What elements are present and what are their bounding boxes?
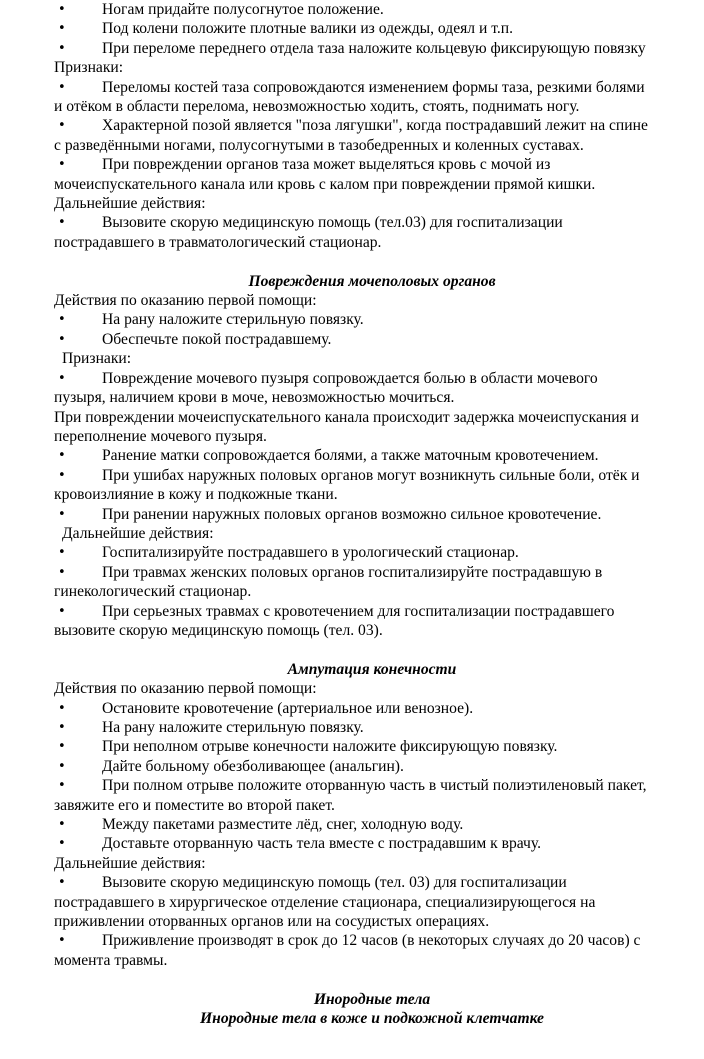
text-line: • При неполном отрыве конечности наложите фиксирующую повязку. — [54, 737, 690, 756]
text-line: • Ногам придайте полусогнутое положение. — [54, 0, 690, 19]
text-paragraph — [54, 854, 690, 873]
bullet-item — [54, 0, 690, 19]
bullet-item — [54, 602, 690, 641]
heading-text: Ампутация конечности — [287, 660, 457, 678]
text-paragraph — [54, 291, 690, 310]
text-line: гинекологический стационар. — [54, 583, 252, 601]
text-line: • Вызовите скорую медицинскую помощь (тел. 03) для госпитализации — [54, 873, 690, 892]
bullet-item — [54, 330, 690, 349]
bullet-item — [54, 446, 690, 465]
text-paragraph — [54, 408, 690, 447]
bullet-item — [54, 873, 690, 931]
bullet-item — [54, 505, 690, 524]
text-line: • Переломы костей таза сопровождаются изменением формы таза, резкими болями — [54, 78, 690, 97]
text-line: Признаки: — [62, 350, 132, 368]
section-heading — [54, 990, 690, 1009]
bullet-item — [54, 116, 690, 155]
text-line: Дальнейшие действия: — [54, 854, 206, 872]
text-line: пузыря, наличием крови в моче, невозможностью мочиться. — [54, 389, 455, 407]
text-line: • Остановите кровотечение (артериальное или венозное). — [54, 699, 690, 718]
text-line: • При повреждении органов таза может выделяться кровь с мочой из — [54, 155, 690, 174]
text-line: • Повреждение мочевого пузыря сопровождается болью в области мочевого — [54, 369, 690, 388]
paragraph-gap — [54, 970, 690, 989]
text-paragraph — [54, 58, 690, 77]
text-line: кровоизлияние в кожу и подкожные ткани. — [54, 486, 338, 504]
text-line: • На рану наложите стерильную повязку. — [54, 310, 690, 329]
indented-label — [54, 524, 690, 543]
text-line: с разведёнными ногами, полусогнутыми в тазобедренных и коленных суставах. — [54, 136, 584, 154]
text-line: завяжите его и поместите во второй пакет. — [54, 796, 335, 814]
paragraph-gap — [54, 640, 690, 659]
bullet-item — [54, 155, 690, 194]
text-line: Действия по оказанию первой помощи: — [54, 292, 317, 310]
bullet-item — [54, 213, 690, 252]
heading-text: Повреждения мочеполовых органов — [248, 272, 496, 290]
text-line: и отёком в области перелома, невозможностью ходить, стоять, поднимать ногу. — [54, 98, 580, 116]
bullet-item — [54, 543, 690, 562]
text-line: приживлении оторванных органов или на сосудистых операциях. — [54, 913, 490, 931]
section-heading — [54, 660, 690, 679]
text-line: Признаки: — [54, 59, 124, 77]
text-paragraph — [54, 679, 690, 698]
bullet-item — [54, 834, 690, 853]
text-paragraph — [54, 194, 690, 213]
text-line: • При полном отрыве положите оторванную часть в чистый полиэтиленовый пакет, — [54, 776, 690, 795]
text-line: • При переломе переднего отдела таза наложите кольцевую фиксирующую повязку — [54, 39, 690, 58]
text-line: При повреждении мочеиспускательного канала происходит задержка мочеиспускания и — [54, 408, 639, 426]
text-line: • При травмах женских половых органов госпитализируйте пострадавшую в — [54, 563, 690, 582]
text-line: • При серьезных травмах с кровотечением для госпитализации пострадавшего — [54, 602, 690, 621]
bullet-item — [54, 737, 690, 756]
text-line: • Доставьте оторванную часть тела вместе с пострадавшим к врачу. — [54, 834, 690, 853]
bullet-item — [54, 931, 690, 970]
text-line: переполнение мочевого пузыря. — [54, 427, 267, 445]
paragraph-gap — [54, 252, 690, 271]
bullet-item — [54, 39, 690, 58]
bullet-item — [54, 310, 690, 329]
bullet-item — [54, 757, 690, 776]
text-line: момента травмы. — [54, 951, 168, 969]
text-line: • На рану наложите стерильную повязку. — [54, 718, 690, 737]
text-line: пострадавшего в травматологический стационар. — [54, 233, 382, 251]
text-line: мочеиспускательного канала или кровь с калом при повреждении прямой кишки. — [54, 175, 596, 193]
text-line: • Вызовите скорую медицинскую помощь (тел.03) для госпитализации — [54, 213, 690, 232]
indented-label — [54, 349, 690, 368]
bullet-item — [54, 776, 690, 815]
text-line: • Обеспечьте покой пострадавшему. — [54, 330, 690, 349]
bullet-item — [54, 563, 690, 602]
text-line: Дальнейшие действия: — [62, 524, 214, 542]
text-line: • Между пакетами разместите лёд, снег, холодную воду. — [54, 815, 690, 834]
heading-text: Инородные тела в коже и подкожной клетчатке — [200, 1010, 544, 1028]
text-line: • Дайте больному обезболивающее (анальгин). — [54, 757, 690, 776]
bullet-item — [54, 466, 690, 505]
text-line: вызовите скорую медицинскую помощь (тел. 03). — [54, 621, 383, 639]
text-line: • При ушибах наружных половых органов могут возникнуть сильные боли, отёк и — [54, 466, 690, 485]
bullet-item — [54, 78, 690, 117]
bullet-item — [54, 815, 690, 834]
section-heading — [54, 272, 690, 291]
text-line: Дальнейшие действия: — [54, 195, 206, 213]
text-line: • При ранении наружных половых органов возможно сильное кровотечение. — [54, 505, 690, 524]
text-line: пострадавшего в хирургическое отделение стационара, специализирующегося на — [54, 893, 596, 911]
text-line: • Характерной позой является "поза лягушки", когда пострадавший лежит на спине — [54, 116, 690, 135]
text-line: • Под колени положите плотные валики из одежды, одеял и т.п. — [54, 19, 690, 38]
text-line: • Приживление производят в срок до 12 часов (в некоторых случаях до 20 часов) с — [54, 931, 690, 950]
bullet-item — [54, 699, 690, 718]
heading-text: Инородные тела — [313, 990, 431, 1008]
text-line: Действия по оказанию первой помощи: — [54, 680, 317, 698]
section-heading — [54, 1009, 690, 1028]
bullet-item — [54, 369, 690, 408]
bullet-item — [54, 718, 690, 737]
text-line: • Ранение матки сопровождается болями, а также маточным кровотечением. — [54, 446, 690, 465]
text-line: • Госпитализируйте пострадавшего в урологический стационар. — [54, 543, 690, 562]
bullet-item — [54, 19, 690, 38]
